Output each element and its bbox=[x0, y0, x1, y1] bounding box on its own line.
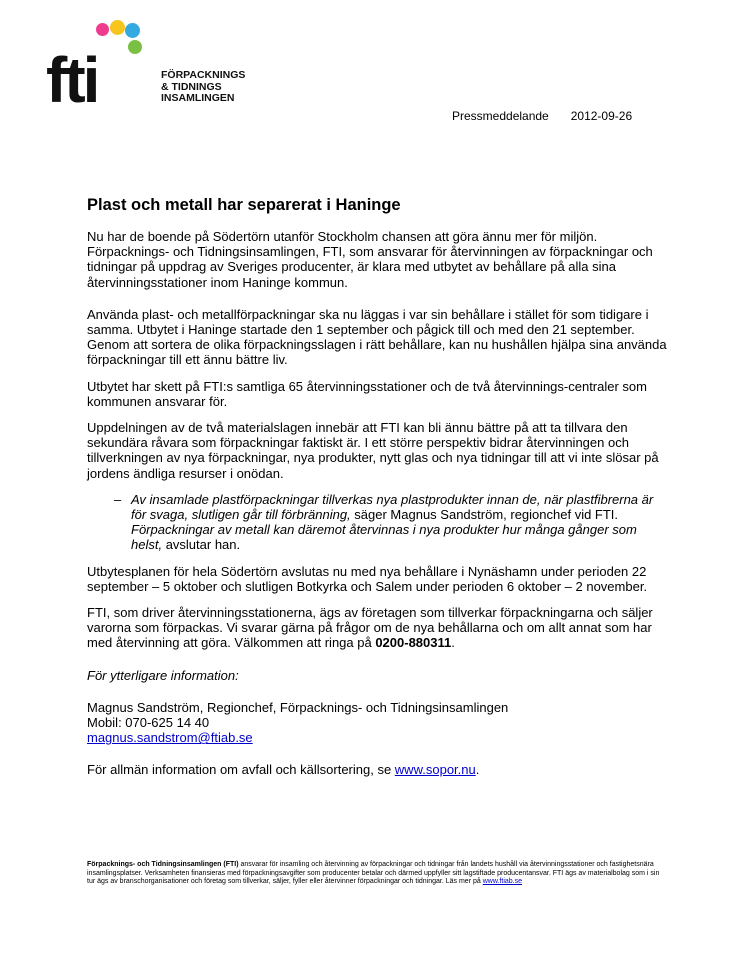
contact-name: Magnus Sandström, Regionchef, Förpacknings- och Tidningsinsamlingen bbox=[87, 699, 509, 715]
logo-name-line: INSAMLINGEN bbox=[161, 92, 235, 104]
phone-number: 0200-880311 bbox=[375, 635, 452, 651]
general-info bbox=[87, 762, 667, 777]
contact-block bbox=[87, 700, 667, 746]
logo-dot-blue bbox=[125, 23, 140, 38]
paragraph-contact-invite bbox=[87, 605, 667, 651]
press-header bbox=[452, 109, 632, 123]
quote-dash: – bbox=[114, 491, 122, 507]
logo-name-line: FÖRPACKNINGS bbox=[161, 69, 246, 81]
logo-dot-green bbox=[128, 40, 142, 54]
footer-org-name: Förpacknings- och Tidningsinsamlingen (FTI) bbox=[87, 861, 239, 868]
quote-block bbox=[87, 492, 667, 553]
quote-italic-2: Förpackningar av metall kan däremot återvinnas i nya produkter hur många gånger som helst, bbox=[131, 522, 637, 553]
contact-email-link[interactable]: magnus.sandstrom@ftiab.se bbox=[87, 730, 253, 746]
more-info-text: För ytterligare information: bbox=[87, 667, 239, 683]
logo-organization-name bbox=[161, 70, 245, 105]
logo-wordmark: fti bbox=[46, 44, 98, 116]
quote-italic-1: Av insamlade plastförpackningar tillverkas nya plastprodukter innan de, när plastfibrerna är för svaga, slutligen går till förbränning, bbox=[131, 491, 654, 523]
contact-mobile: Mobil: 070-625 14 40 bbox=[87, 715, 210, 731]
paragraph-intro: Nu har de boende på Södertörn utanför Stockholm chansen att göra ännu mer för miljön. Förpacknings- och Tidningsinsamlingen, FTI, som ansvarar för återvinningen av förpackningar och tidningar på uppdrag av Sveriges producenter, är klara med utbytet av behållare på alla sina återvinningsstationer inom Haninge kommun. bbox=[87, 229, 653, 290]
more-info-heading bbox=[87, 668, 667, 683]
press-label: Pressmeddelande bbox=[452, 109, 549, 123]
paragraph-materials: Uppdelningen av de två materialslagen innebär att FTI kan bli ännu bättre på att ta tillvara den sekundära råvara som förpackningar faktiskt är. I ett större perspektiv bidrar återvinningen och tillverkningen av nya förpackningar, nya produkter, nytt glas och nya tidningar till att vi inte slösar på jordens ändliga resurser i onödan. bbox=[87, 420, 659, 481]
article-body bbox=[87, 195, 667, 789]
quote-ending: avslutar han. bbox=[162, 537, 241, 553]
general-info-text: För allmän information om avfall och källsortering, se bbox=[87, 762, 395, 778]
contact-invite-end: . bbox=[451, 635, 455, 651]
logo-dot-yellow bbox=[110, 20, 125, 35]
press-date: 2012-09-26 bbox=[570, 109, 633, 123]
logo-dot-pink bbox=[96, 23, 109, 36]
ftiab-link[interactable]: www.ftiab.se bbox=[482, 878, 522, 886]
footer-text: ansvarar för insamling och återvinning av förpackningar och tidningar från landets hushåll via återvinningsstationer och fastighetsnära insamlingsplatser. Verksamheten finansieras med förpackningsavgifter som producenter betalar och därmed uppfyller sitt lagstiftade producentansvar. FTI ägs av materialbolag som i sin tur ägs av branschorganisationer och företag som tillverkar, säljer, fyller eller återvinner förpackningar och tidningar. Läs mer på bbox=[87, 861, 660, 886]
quote-attribution: säger Magnus Sandström, regionchef vid FTI. bbox=[350, 507, 619, 523]
article-title: Plast och metall har separerat i Haninge bbox=[87, 196, 401, 214]
sopor-link[interactable]: www.sopor.nu bbox=[394, 762, 476, 778]
paragraph-sorting: Använda plast- och metallförpackningar ska nu läggas i var sin behållare i stället för som tidigare i samma. Utbytet i Haninge startade den 1 september och pågick till och med den 21 september. Genom att sortera de olika förpackningsslagen i rätt behållare, kan nu hushållen hjälpa sina använda förpackningar till ett ännu bättre liv. bbox=[87, 306, 667, 368]
general-info-end: . bbox=[475, 762, 480, 778]
logo-name-line: & TIDNINGS bbox=[161, 80, 222, 93]
contact-invite-text: FTI, som driver återvinningsstationerna, ägs av företagen som tillverkar förpackningarna och säljer varorna som förpackas. Vi svarar gärna på frågor om de nya behållarna och om allt annat som har med återvinning att göra. Välkommen att ringa på bbox=[87, 605, 653, 651]
paragraph-schedule: Utbytesplanen för hela Södertörn avslutas nu med nya behållare i Nynäshamn under perioden 22 september – 5 oktober och slutligen Botkyrka och Salem under perioden 6 oktober – 2 november. bbox=[87, 563, 648, 594]
fti-logo bbox=[46, 20, 286, 120]
footer-boilerplate bbox=[87, 861, 667, 887]
paragraph-stations: Utbytet har skett på FTI:s samtliga 65 återvinningsstationer och de två återvinnings-centraler som kommunen ansvarar för. bbox=[87, 378, 647, 409]
